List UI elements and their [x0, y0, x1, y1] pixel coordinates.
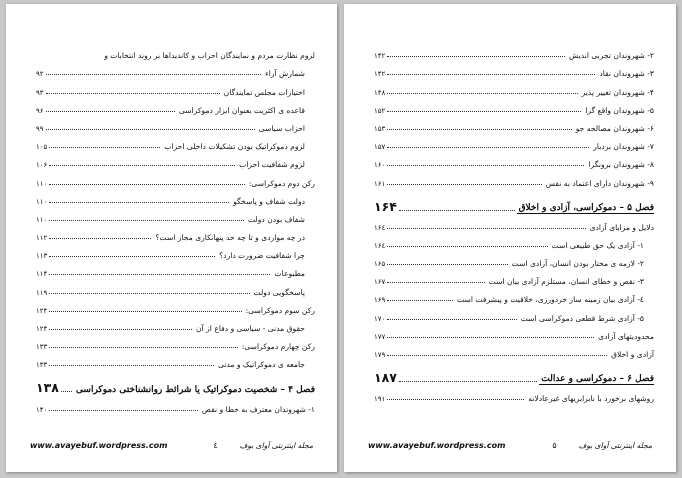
toc-entry-row[interactable] — [374, 115, 654, 133]
toc-page-number: ۱۴۲ — [374, 70, 386, 79]
toc-entry-row[interactable] — [36, 315, 315, 333]
toc-entry-title: ۳- شهروندان نقاد — [599, 69, 654, 79]
toc-entry-title: ۲- لازمه ی مختار بودن انسان، آزادی است — [511, 259, 644, 269]
toc-dot-leader — [387, 228, 585, 229]
toc-dot-leader — [49, 202, 229, 203]
toc-page-number: ۱۰۶ — [36, 161, 48, 170]
toc-dot-leader — [61, 391, 72, 392]
toc-entry-title: جامعه ی دموکراتیک و مدنی — [217, 360, 305, 370]
toc-page-number: ۱۷۰ — [374, 314, 386, 323]
toc-page-number: ۱۶۷ — [374, 278, 386, 287]
toc-chapter-row[interactable] — [36, 369, 315, 395]
footer-magazine: مجله اینترنتی آوای بوف — [239, 440, 313, 450]
toc-dot-leader — [49, 410, 198, 411]
toc-entry-title: ۱- شهروندان معترف به خطا و نقص — [201, 404, 315, 414]
toc-dot-leader — [49, 329, 192, 330]
toc-entry-title: دلایل و مزایای آزادی — [589, 222, 654, 232]
toc-page-number: ۱۲۴ — [36, 306, 48, 315]
toc-entry-row[interactable] — [36, 169, 315, 187]
toc-entry-row[interactable] — [36, 60, 315, 78]
toc-entry-title: رکن دوم دموکراسی: — [248, 178, 315, 188]
toc-list — [36, 42, 315, 414]
toc-dot-leader — [387, 74, 595, 75]
toc-entry-title: ۴- شهروندان تغییر پذیر — [581, 87, 654, 97]
toc-entry-title: ۹- شهروندان دارای اعتماد به نفس — [545, 178, 654, 188]
toc-dot-leader — [387, 147, 589, 148]
toc-entry-title: ۲- شهروندان تجربی اندیش — [568, 51, 654, 61]
toc-dot-leader — [387, 93, 577, 94]
toc-page-number: ۱۵۷ — [374, 143, 386, 152]
toc-page-number: ۱۹۱ — [374, 395, 386, 404]
toc-entry-title: چرا شفافیت ضرورت دارد؟ — [219, 251, 305, 261]
toc-entry-row[interactable] — [36, 42, 315, 60]
toc-page-number: ۹۳ — [36, 88, 44, 97]
toc-entry-title: ۸- شهروندان برونگرا — [588, 160, 654, 170]
toc-entry-title: حقوق مدنی - سیاسی و دفاع از آن — [196, 324, 305, 333]
right-page — [344, 4, 676, 472]
toc-page-number: ۱۴۲ — [374, 52, 386, 61]
toc-entry-title: ۵- آزادی شرط قطعی دموکراسی است — [520, 313, 644, 323]
toc-dot-leader — [387, 165, 584, 166]
footer-magazine: مجله اینترنتی آوای بوف — [578, 440, 652, 450]
toc-entry-row[interactable] — [374, 78, 654, 96]
toc-page-number: ۱۶۵ — [374, 260, 386, 269]
toc-entry-title: فصل ۴ – شخصیت دموکراتیک یا شرائط روانشناختی دموکراسی — [75, 385, 315, 396]
toc-entry-row[interactable] — [36, 188, 315, 206]
toc-dot-leader — [387, 300, 453, 301]
toc-dot-leader — [399, 381, 537, 382]
footer-url[interactable]: www.avayebuf.wordpress.com — [30, 440, 168, 450]
toc-entry-row[interactable] — [374, 268, 654, 286]
toc-entry-title: رکن سوم دموکراسی: — [245, 305, 315, 315]
toc-page-number: ۱۶٤ — [374, 241, 386, 250]
toc-page-number: ۱۱۰ — [36, 197, 48, 206]
toc-entry-title: ۳- نقص و خطای انسان، مستلزم آزادی بیان است — [488, 277, 644, 287]
toc-page-number: ۹۶ — [36, 106, 44, 115]
toc-page-number: ۱۳۳ — [36, 361, 48, 370]
toc-entry-row[interactable] — [374, 250, 654, 268]
toc-page-number: ۱۶۴ — [374, 198, 397, 214]
toc-entry-title: آزادی و اخلاق — [611, 350, 654, 359]
toc-page-number: ۱۱۳ — [36, 252, 48, 261]
toc-page-number: ۱۷۹ — [374, 351, 386, 359]
toc-page-number: ۱۷۷ — [374, 332, 386, 341]
toc-entry-title: فصل ۵ – دموکراسی، آزادی و اخلاق — [518, 202, 654, 213]
toc-list — [374, 42, 654, 403]
footer-meta — [213, 441, 313, 450]
toc-page-number: ۱۶۱ — [374, 179, 386, 188]
toc-entry-row[interactable] — [374, 323, 654, 341]
toc-page-number: ۱۶۹ — [374, 296, 386, 305]
toc-entry-row[interactable] — [36, 242, 315, 260]
toc-entry-title: رکن چهارم دموکراسی: — [241, 342, 315, 352]
toc-entry-row[interactable] — [36, 78, 315, 96]
toc-page-number: ۱۳۳ — [36, 343, 48, 352]
toc-entry-title: مطبوعات — [274, 269, 305, 279]
toc-dot-leader — [46, 74, 262, 75]
toc-entry-row[interactable] — [374, 42, 654, 60]
toc-dot-leader — [49, 165, 235, 166]
toc-entry-row[interactable] — [36, 278, 315, 296]
toc-page-number: ۱۴۰ — [36, 405, 48, 414]
page-footer — [30, 438, 313, 452]
footer-page-number: ۵ — [552, 440, 557, 450]
toc-page-number: ۱۱۰ — [36, 179, 48, 188]
toc-entry-row[interactable] — [374, 97, 654, 115]
toc-page-number: ۱۵۳ — [374, 124, 386, 133]
footer-page-number: ٤ — [213, 440, 218, 450]
toc-dot-leader — [399, 210, 515, 211]
toc-entry-row[interactable] — [36, 351, 315, 369]
toc-dot-leader — [49, 311, 241, 312]
toc-dot-leader — [387, 56, 565, 57]
page-footer — [368, 438, 652, 452]
toc-entry-row[interactable] — [374, 151, 654, 169]
toc-entry-title: اختیارات مجلس نمایندگان — [223, 87, 305, 97]
toc-entry-title: ۷- شهروندان بردبار — [593, 142, 654, 152]
toc-page-number: ۹۲ — [36, 70, 44, 79]
toc-dot-leader — [49, 238, 151, 239]
toc-entry-title: محدودیتهای آزادی — [598, 331, 654, 341]
toc-chapter-row[interactable] — [374, 359, 654, 385]
toc-dot-leader — [387, 184, 541, 185]
toc-page-number: ۱۶٤ — [374, 223, 386, 232]
toc-page-number: ۱۶۰ — [374, 161, 386, 170]
toc-page-number: ۱۴۸ — [374, 88, 386, 97]
toc-entry-row[interactable] — [374, 133, 654, 151]
toc-dot-leader — [49, 293, 249, 294]
footer-url[interactable]: www.avayebuf.wordpress.com — [368, 440, 506, 450]
toc-entry-row[interactable] — [36, 151, 315, 169]
toc-dot-leader — [387, 355, 607, 356]
toc-entry-row[interactable] — [36, 224, 315, 242]
toc-page-number: ۱۸۷ — [374, 370, 397, 385]
toc-dot-leader — [387, 337, 594, 338]
toc-entry-row[interactable] — [374, 341, 654, 359]
toc-dot-leader — [49, 147, 160, 148]
toc-page-number: ۱۵۲ — [374, 106, 386, 115]
toc-entry-title: شفاف بودن دولت — [247, 214, 305, 224]
toc-dot-leader — [49, 347, 237, 348]
toc-entry-title: ۱- آزادی یک حق طبیعی است — [551, 240, 644, 250]
toc-entry-title: دولت شفاف و پاسخگو — [233, 196, 305, 206]
toc-dot-leader — [387, 282, 484, 283]
toc-entry-row[interactable] — [36, 133, 315, 151]
toc-page-number: ۱۳۸ — [36, 380, 59, 396]
toc-page-number: ۱۲۴ — [36, 325, 48, 333]
toc-page-number: ۱۱۴ — [36, 270, 48, 279]
toc-entry-title: ۶- شهروندان مصالحه جو — [575, 123, 654, 133]
toc-entry-row[interactable] — [36, 260, 315, 278]
toc-entry-title: پاسخگویی دولت — [253, 287, 305, 297]
toc-entry-title: ۵- شهروندان واقع گرا — [585, 105, 654, 115]
toc-entry-title: ٤- آزادی بیان زمینه ساز خردورزی، خلاقیت و پیشرفت است — [457, 295, 644, 305]
toc-dot-leader — [387, 264, 507, 265]
toc-entry-row[interactable] — [36, 297, 315, 315]
footer-meta — [552, 441, 652, 450]
left-page — [6, 4, 337, 472]
toc-entry-row[interactable] — [374, 214, 654, 232]
toc-entry-title: احزاب سیاسی — [258, 123, 305, 133]
toc-entry-row[interactable] — [374, 232, 654, 250]
toc-entry-row[interactable] — [374, 286, 654, 304]
toc-dot-leader — [387, 111, 581, 112]
toc-entry-title: قاعده ی اکثریت بعنوان ابزار دموکراسی — [178, 105, 305, 115]
toc-dot-leader — [49, 274, 270, 275]
toc-entry-title: لزوم شفافیت احزاب — [239, 160, 305, 170]
toc-dot-leader — [49, 256, 215, 257]
toc-entry-row[interactable] — [374, 304, 654, 322]
toc-entry-title: شمارش آراء — [265, 69, 305, 79]
toc-dot-leader — [46, 129, 255, 130]
toc-dot-leader — [387, 246, 547, 247]
toc-dot-leader — [49, 220, 244, 221]
toc-dot-leader — [387, 319, 516, 320]
toc-dot-leader — [46, 111, 175, 112]
toc-dot-leader — [387, 129, 571, 130]
toc-entry-title: لزوم نظارت مردم و نمایندگان احزاب و کاندیداها بر روند انتخابات و — [104, 51, 315, 61]
toc-entry-row[interactable] — [36, 395, 315, 413]
toc-entry-title: روشهای برخورد با نابرابریهای غیرعادلانه — [528, 394, 654, 404]
toc-page-number: ۱۱۹ — [36, 288, 48, 297]
toc-entry-row[interactable] — [374, 169, 654, 187]
toc-entry-row[interactable] — [374, 385, 654, 403]
toc-entry-row[interactable] — [36, 206, 315, 224]
toc-dot-leader — [387, 399, 524, 400]
toc-entry-row[interactable] — [374, 60, 654, 78]
toc-chapter-row[interactable] — [374, 188, 654, 214]
toc-page-number: ۱۱۰ — [36, 215, 48, 224]
toc-entry-title: فصل ۶ – دموکراسی و عدالت — [541, 374, 654, 384]
toc-entry-row[interactable] — [36, 97, 315, 115]
toc-dot-leader — [49, 365, 214, 366]
toc-dot-leader — [46, 93, 220, 94]
toc-entry-row[interactable] — [36, 333, 315, 351]
toc-page-number: ۱۱۲ — [36, 234, 48, 243]
toc-entry-title: لزوم دموکراتیک بودن تشکیلات داخلی احزاب — [164, 142, 305, 152]
toc-page-number: ۹۹ — [36, 124, 44, 133]
toc-entry-title: در چه مواردی و تا چه حد پنهانکاری مجاز است؟ — [155, 233, 305, 243]
toc-entry-row[interactable] — [36, 115, 315, 133]
toc-page-number: ۱۰۵ — [36, 143, 48, 152]
toc-dot-leader — [49, 184, 245, 185]
